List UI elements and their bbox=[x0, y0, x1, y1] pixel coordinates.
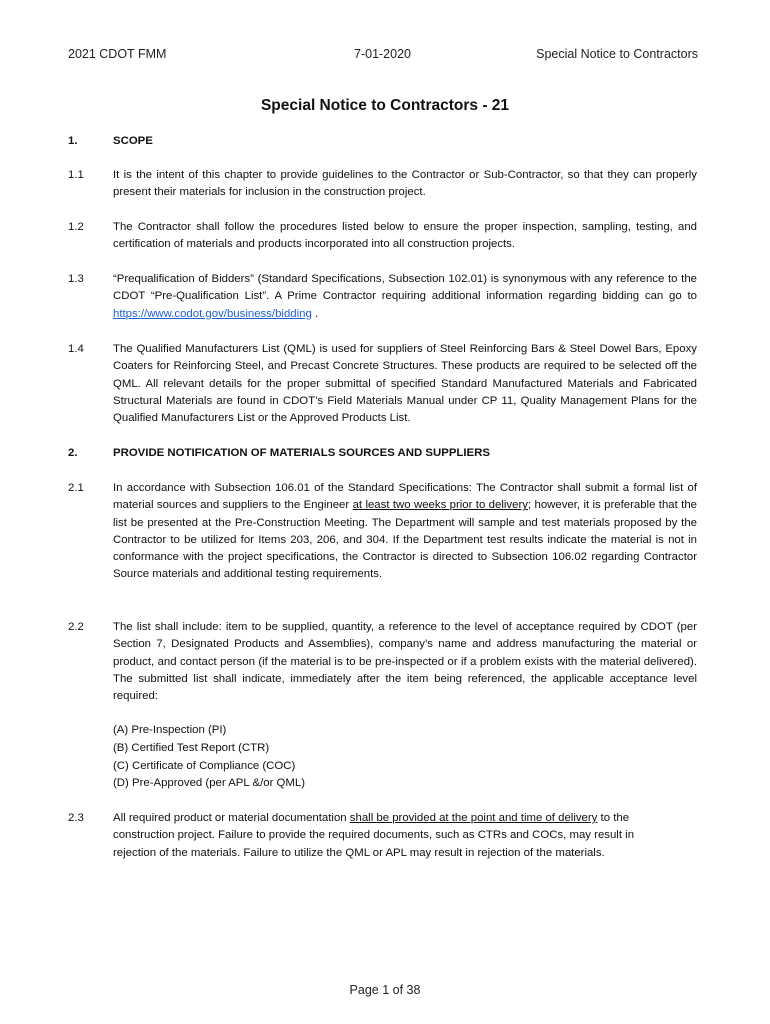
para-1-3 bbox=[113, 271, 697, 323]
para-2-1-text-before: In accordance with Subsection 106.01 of the Standard Specifications: The Contractor shall submit a formal list of material sources and suppliers to the Engineer bbox=[113, 482, 697, 512]
list-item: (A) Pre-Inspection (PI) bbox=[113, 724, 227, 736]
header-left: 2021 CDOT FMM bbox=[68, 47, 167, 61]
para-2-3-text-after: to the construction project. Failure to provide the required documents, such as CTRs and COCs, may result in rejection of the materials. Failure to utilize the QML or APL may result in rejection of the materials. bbox=[113, 812, 635, 859]
para-1-3-text-after: . bbox=[311, 307, 319, 320]
para-2-3-number: 2.3 bbox=[68, 812, 84, 824]
header-right: Special Notice to Contractors bbox=[536, 47, 698, 61]
para-1-4-text: The Qualified Manufacturers List (QML) is used for suppliers of Steel Reinforcing Bars & Steel Dowel Bars, Epoxy Coaters for Reinforcing Steel, and Precast Concrete Structures. These products are required to be selected off the QML. All relevant details for the proper submittal of specified Standard Manufactured Materials and Fabricated Structural Materials are found in CDOT’s Field Materials Manual under CP 11, Quality Management Plans for the Qualified Manufacturers List or the Approved Products List. bbox=[113, 343, 697, 425]
section-2-heading: PROVIDE NOTIFICATION OF MATERIALS SOURCES AND SUPPLIERS bbox=[113, 447, 490, 459]
para-2-2-number: 2.2 bbox=[68, 621, 84, 633]
page-footer: Page 1 of 38 bbox=[349, 983, 421, 997]
para-1-4-number: 1.4 bbox=[68, 343, 84, 355]
para-2-1-underlined: at least two weeks prior to delivery bbox=[352, 499, 528, 512]
para-2-1-text-after: ; however, it is preferable that the list be presented at the Pre-Construction Meeting. The Department will sample and test materials proposed by the Contractor to be utilized for Items 203, 206, and 304. If the Department test results indicate the material is not in conformance with the project specifications, the Contractor is directed to Subsection 106.02 regarding Contractor Source materials and additional testing requirements. bbox=[113, 499, 697, 581]
section-1-heading: SCOPE bbox=[113, 135, 153, 147]
list-item: (D) Pre-Approved (per APL &/or QML) bbox=[113, 777, 306, 790]
list-item: (C) Certificate of Compliance (COC) bbox=[113, 759, 296, 772]
para-2-3-text-before: All required product or material documentation bbox=[113, 812, 350, 824]
header-date: 7-01-2020 bbox=[354, 47, 411, 61]
acceptance-level-list bbox=[113, 722, 305, 793]
para-1-2-text: The Contractor shall follow the procedures listed below to ensure the proper inspection, sampling, testing, and certification of materials and products incorporated into all construction projects. bbox=[113, 221, 697, 251]
para-1-2-number: 1.2 bbox=[68, 221, 84, 233]
para-1-1-text: It is the intent of this chapter to provide guidelines to the Contractor or Sub-Contractor, so that they can properly present their materials for inclusion in the construction project. bbox=[113, 169, 697, 199]
para-2-2-text: The list shall include: item to be supplied, quantity, a reference to the level of acceptance required by CDOT (per Section 7, Designated Products and Assemblies), company’s name and address manufacturing the material or product, and contact person (if the material is to be pre-inspected or if a problem exists with the material delivered). The submitted list shall indicate, immediately after the item being referenced, the applicable acceptance level required: bbox=[113, 621, 697, 703]
para-2-3-underlined: shall be provided at the point and time of delivery bbox=[349, 812, 598, 824]
para-2-1-number: 2.1 bbox=[68, 482, 84, 494]
section-1-number: 1. bbox=[68, 135, 78, 147]
para-1-3-text-before: “Prequalification of Bidders” (Standard Specifications, Subsection 102.01) is synonymous with any reference to the CDOT “Pre-Qualification List”. A Prime Contractor requiring additional information regarding bidding can go to bbox=[113, 273, 697, 303]
para-2-3 bbox=[113, 810, 673, 862]
para-1-3-number: 1.3 bbox=[68, 273, 84, 285]
para-2-1 bbox=[113, 480, 697, 584]
page-title: Special Notice to Contractors - 21 bbox=[260, 97, 510, 114]
list-item: (B) Certified Test Report (CTR) bbox=[113, 741, 270, 754]
bidding-link[interactable]: https://www.codot.gov/business/bidding bbox=[113, 307, 312, 320]
section-2-number: 2. bbox=[68, 447, 78, 459]
para-1-1-number: 1.1 bbox=[68, 169, 84, 181]
